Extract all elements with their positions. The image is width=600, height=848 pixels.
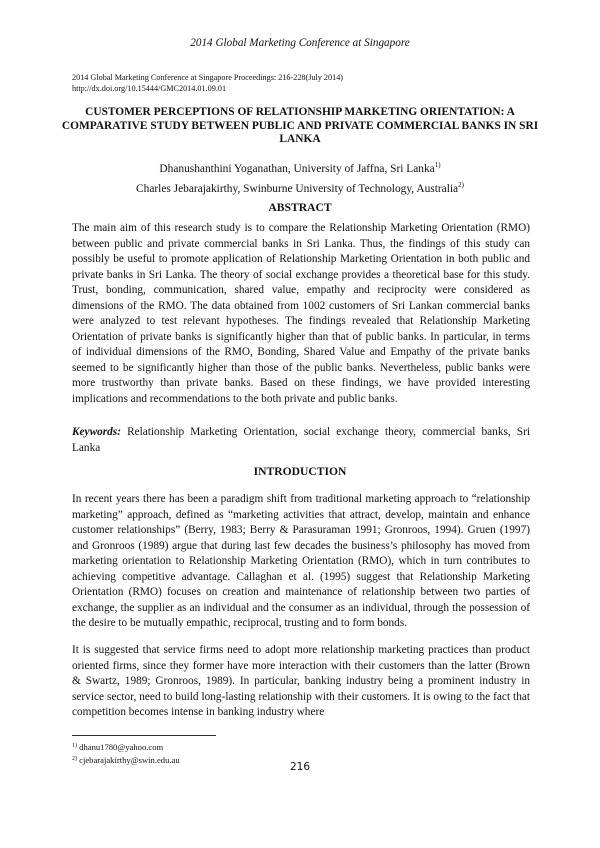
abstract-heading: ABSTRACT xyxy=(268,201,332,214)
author-footnote-mark: 1) xyxy=(434,161,441,169)
intro-paragraph-2: It is suggested that service firms need to adopt more relationship marketing practices than product oriented firms, since they former have more interaction with their customers than the latter (Brown & Swartz, 1989; Gronroos, 1989). In particular, banking industry being a prominent industry in service sector, need to build long-lasting relationship with their customers. It is owing to the fact that competition becomes intense in banking industry where xyxy=(72,644,530,718)
paper-title: CUSTOMER PERCEPTIONS OF RELATIONSHIP MARKETING ORIENTATION: A COMPARATIVE STUDY BETWEEN PUBLIC AND PRIVATE COMMERCIAL BANKS IN SRI LANKA xyxy=(61,106,539,146)
intro-paragraph-1: In recent years there has been a paradigm shift from traditional marketing approach to “relationship marketing” approach, defined as “marketing activities that attract, develop, maintain and enhance customer relationships” (Berry, 1983; Berry & Parasuraman 1991; Gronroos, 1994). Gruen (1997) and Gronroos (1989) argue that during last few decades the business’s philosophy has moved from marketing orientation to Relationship Marketing Orientation (RMO), which in turn contributes to achieving competitive advantage. Callaghan et al. (1995) suggest that Relationship Marketing Orientation (RMO) focuses on creation and maintenance of relationship between two parties of exchange, the supplier as an individual and the consumer as an individual, through the possession of the desire to be mutually empathic, reciprocal, trusting and to form bonds. xyxy=(72,493,530,629)
abstract-body: The main aim of this research study is to compare the Relationship Marketing Orientation (RMO) between public and private commercial banks in Sri Lanka. Thus, the findings of this study can possibly be useful to promote application of Relationship Marketing Orientation in both public and private banks in Sri Lanka. The theory of social exchange provides a theoretical base for this study. Trust, bonding, communication, shared value, empathy and reciprocity were considered as dimensions of the RMO. The data obtained from 1002 customers of Sri Lankan commercial banks were analyzed to test relevant hypotheses. The findings revealed that Relationship Marketing Orientation of private banks is significantly higher than that of public banks. In particular, in terms of individual dimensions of the RMO, Bonding, Shared Value and Empathy of the private banks seemed to be significantly higher than those of the public banks. Nevertheless, public banks were more trustworthy than private banks. Based on these findings, we have provided interesting implications and recommendations to the both private and public banks. xyxy=(72,222,530,405)
footnote: $^{1)}$ dhanu1780@yahoo.com xyxy=(72,742,164,752)
doi-line[interactable]: http://dx.doi.org/10.15444/GMC2014.01.09.01 xyxy=(72,84,227,93)
author-list xyxy=(60,157,540,197)
keywords-text: Relationship Marketing Orientation, social exchange theory, commercial banks, Sri Lanka xyxy=(72,426,530,454)
proceedings-info xyxy=(72,72,343,94)
author-line: Charles Jebarajakirthy, Swinburne University of Technology, Australia$^{2)}$ xyxy=(136,181,464,195)
author-footnote-mark: 2) xyxy=(458,181,464,189)
keywords-label: Keywords: xyxy=(72,426,121,438)
proceedings-line: 2014 Global Marketing Conference at Singapore Proceedings: 216-228(July 2014) xyxy=(72,73,344,82)
author-line: Dhanushanthini Yoganathan, University of Jaffna, Sri Lanka$^{1)}$ xyxy=(159,161,441,175)
page-number: 216 xyxy=(289,761,311,773)
footnote-divider xyxy=(72,735,216,736)
footnote: $^{2)}$ cjebarajakirthy@swin.edu.au xyxy=(72,754,180,765)
keywords xyxy=(72,425,530,456)
running-head: 2014 Global Marketing Conference at Singapore xyxy=(190,37,410,49)
footnote-email[interactable]: cjebarajakirthy@swin.edu.au xyxy=(79,754,180,765)
introduction-heading: INTRODUCTION xyxy=(253,465,347,478)
footnote-email[interactable]: dhanu1780@yahoo.com xyxy=(79,742,164,752)
